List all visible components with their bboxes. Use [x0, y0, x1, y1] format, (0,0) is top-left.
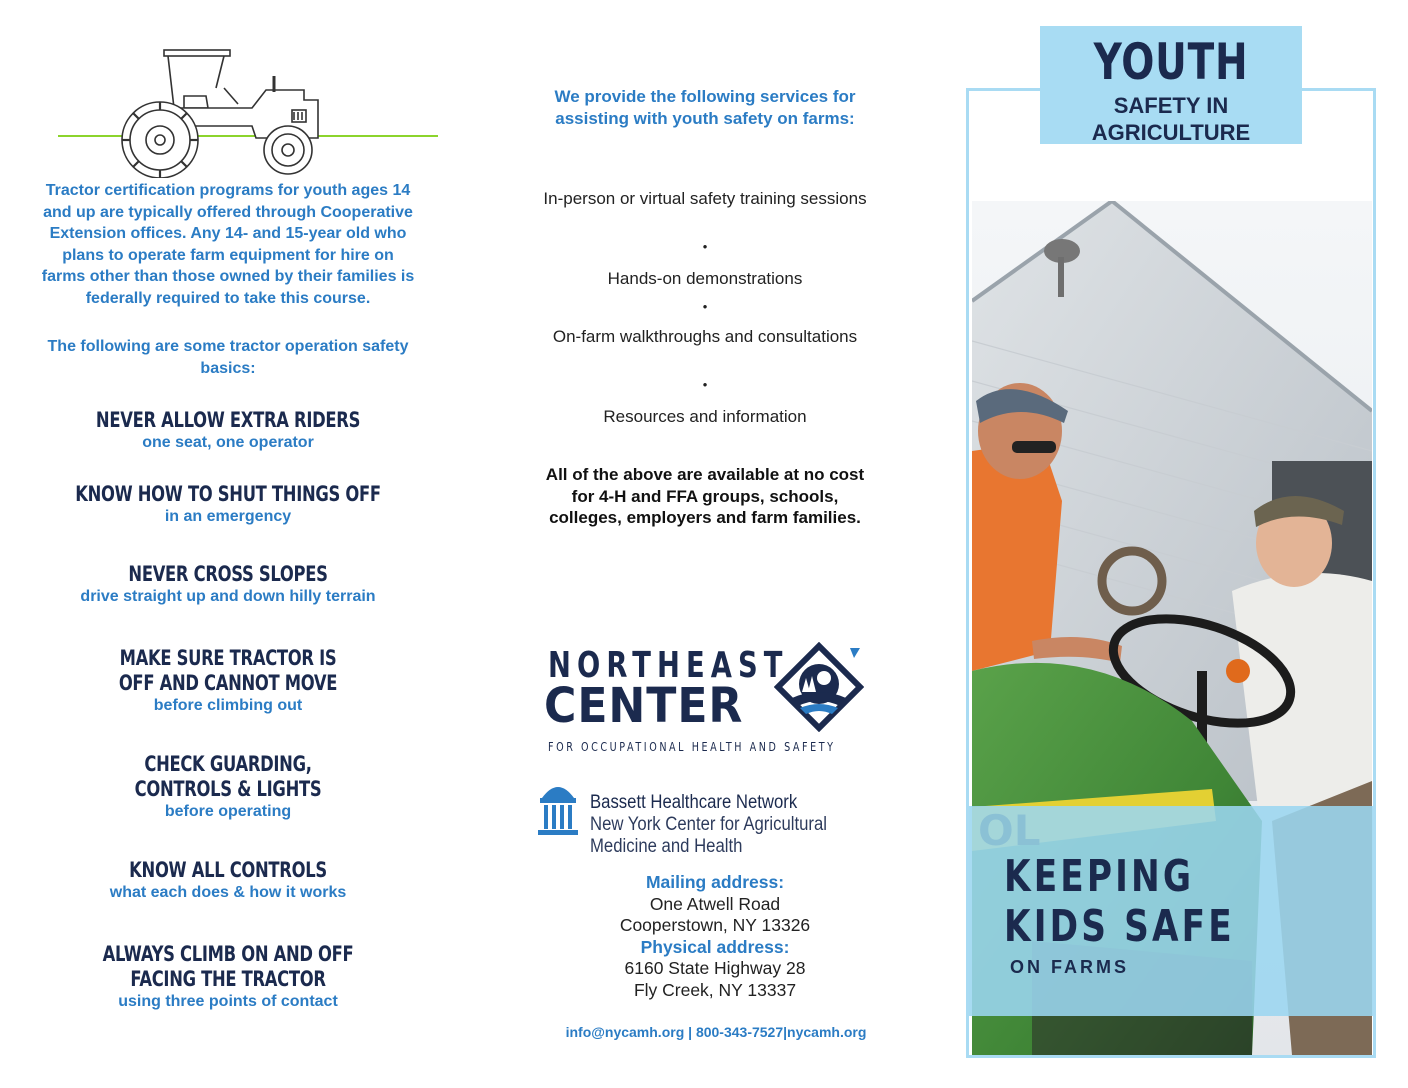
service-item: Resources and information	[603, 407, 807, 426]
nycamh-line2: Medicine and Health	[590, 836, 743, 857]
rule-title: ALWAYS CLIMB ON AND OFF	[102, 942, 354, 966]
cover-title-box	[1040, 26, 1302, 144]
rule-title: KNOW HOW TO SHUT THINGS OFF	[75, 482, 381, 506]
rule-title-line2: FACING THE TRACTOR	[130, 967, 326, 991]
left-panel	[40, 30, 416, 1070]
safety-basics-intro: The following are some tractor operation safety basics:	[47, 338, 409, 377]
rule-subtitle: before operating	[164, 803, 292, 820]
service-item: On-farm walkthroughs and consultations	[552, 327, 858, 346]
rule-title-line2: OFF AND CANNOT MOVE	[118, 671, 338, 695]
bullet-separator: •	[702, 239, 708, 254]
address-block	[560, 872, 870, 1001]
contact-line[interactable]: info@nycamh.org | 800-343-7527|nycamh.org	[565, 1024, 867, 1040]
rule-extra-riders	[20, 408, 436, 452]
physical-line2: Fly Creek, NY 13337	[633, 979, 797, 1000]
logo-tagline: FOR OCCUPATIONAL HEALTH AND SAFETY	[548, 740, 836, 754]
rule-guarding	[20, 752, 436, 821]
mailing-line1: One Atwell Road	[649, 893, 781, 914]
title-safety-in: SAFETY IN	[1113, 93, 1229, 118]
rule-slopes	[20, 562, 436, 606]
band-kids-safe: KIDS SAFE	[1004, 901, 1235, 952]
mailing-label: Mailing address:	[645, 872, 785, 892]
rule-title: NEVER ALLOW EXTRA RIDERS	[95, 408, 361, 432]
rule-title: CHECK GUARDING,	[144, 752, 312, 776]
nycamh-name	[590, 814, 827, 858]
rule-know-controls	[20, 858, 436, 902]
title-agriculture: AGRICULTURE	[1091, 120, 1251, 145]
nycamh-line1: New York Center for Agricultural	[590, 814, 827, 835]
rule-subtitle: what each does & how it works	[109, 884, 347, 901]
service-item: In-person or virtual safety training sessions	[543, 189, 867, 208]
availability-note: All of the above are available at no cost for 4-H and FFA groups, schools, colleges, employers and farm families.	[545, 465, 865, 527]
rule-subtitle: in an emergency	[164, 508, 292, 525]
northeast-center-logo	[544, 642, 864, 760]
rule-shut-off	[20, 482, 436, 526]
logo-northeast: NORTHEAST	[548, 645, 789, 686]
mailing-line2: Cooperstown, NY 13326	[619, 915, 811, 935]
services-heading: We provide the following services for assisting with youth safety on farms:	[554, 87, 856, 128]
rule-title: NEVER CROSS SLOPES	[128, 562, 328, 586]
physical-line1: 6160 State Highway 28	[624, 958, 806, 978]
rule-tractor-off	[20, 646, 436, 715]
service-item: Hands-on demonstrations	[607, 269, 803, 288]
rule-title-line2: CONTROLS & LIGHTS	[134, 777, 322, 801]
bullet-separator: •	[702, 299, 708, 314]
physical-label: Physical address:	[640, 936, 790, 957]
band-on-farms: ON FARMS	[1010, 957, 1130, 977]
compass-emblem-icon	[774, 642, 864, 732]
rule-subtitle: drive straight up and down hilly terrain	[80, 588, 376, 605]
bassett-logo	[536, 778, 886, 860]
bullet-separator: •	[702, 377, 708, 392]
intro-paragraph: Tractor certification programs for youth ages 14 and up are typically offered through Cooperative Extension offices. Any 14- and 15-year old who plans to operate farm equipment for hire on farms other than those owned by their families is federally required to take this course.	[41, 182, 415, 307]
rule-subtitle: before climbing out	[153, 697, 303, 714]
title-youth: YOUTH	[1093, 33, 1249, 91]
tractor-illustration	[56, 38, 440, 178]
building-dome-icon	[536, 778, 580, 836]
rule-title: KNOW ALL CONTROLS	[129, 858, 327, 882]
rule-climb	[20, 942, 436, 1011]
band-keeping: KEEPING	[1004, 851, 1195, 902]
rule-title: MAKE SURE TRACTOR IS	[119, 646, 337, 670]
rule-subtitle: using three points of contact	[118, 993, 338, 1010]
logo-center: CENTER	[544, 678, 744, 734]
rule-subtitle: one seat, one operator	[142, 434, 314, 451]
bassett-network-name: Bassett Healthcare Network	[590, 792, 798, 813]
